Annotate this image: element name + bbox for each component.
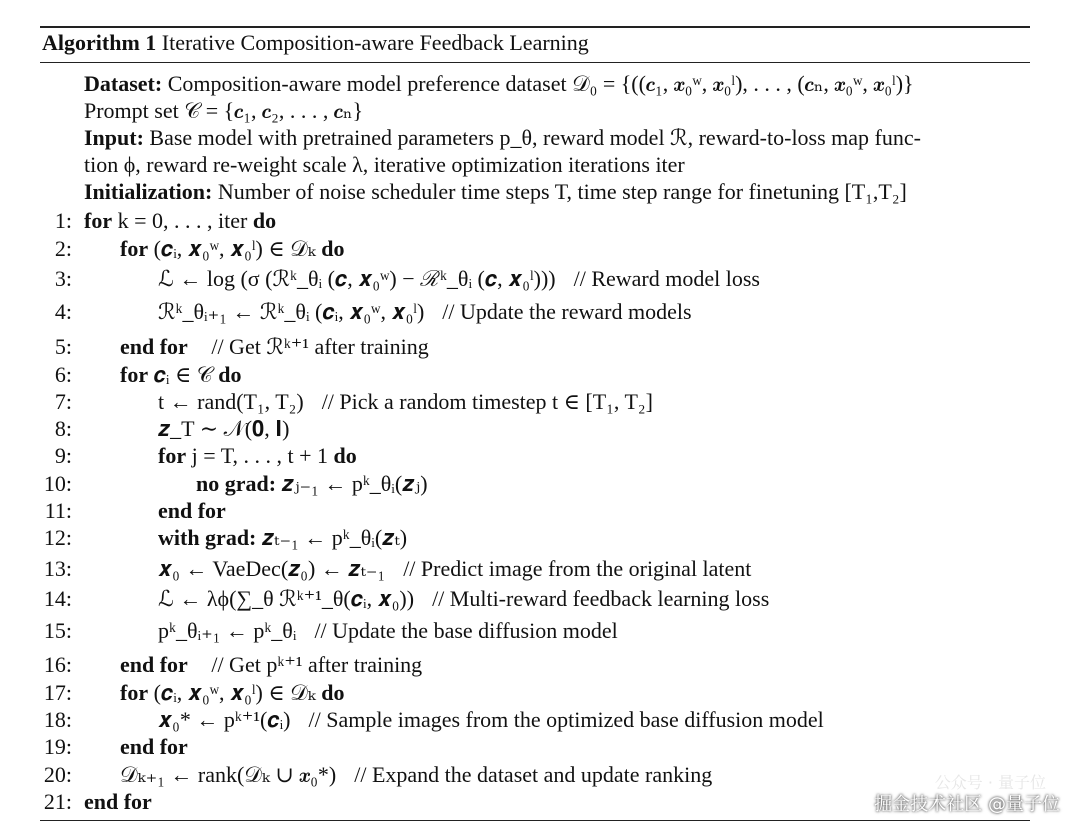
line-number: 20: (43, 762, 72, 787)
line-body (120, 679, 344, 707)
header-line (0, 178, 1040, 206)
line-number: 1: (54, 208, 72, 233)
header-line-body (84, 124, 921, 152)
header-line (0, 97, 1040, 125)
header-line (0, 124, 1040, 152)
line-keyword-end: do (333, 443, 357, 468)
header-keyword: Input: (84, 125, 144, 150)
line-body (120, 235, 344, 263)
line-keyword: end for (84, 789, 152, 814)
line-comment: // Reward model loss (573, 266, 760, 291)
header-text: Prompt set 𝒞 = {𝒄₁, 𝒄₂, . . . , 𝒄ₙ} (84, 98, 364, 123)
header-line-body (84, 151, 685, 179)
line-body (158, 524, 407, 552)
line-keyword-end: do (252, 208, 277, 233)
line-keyword: for (120, 362, 149, 387)
header-text: Number of noise scheduler time steps T, time step range for finetuning [T₁,T₂] (217, 179, 907, 204)
line-comment: // Get pᵏ⁺¹ after training (211, 652, 423, 677)
header-line (0, 151, 1040, 179)
line-keyword-end: do (321, 680, 345, 705)
line-comment: // Predict image from the original latent (403, 556, 752, 581)
algorithm-line (0, 265, 1040, 293)
line-number: 6: (54, 362, 72, 387)
line-body (158, 415, 289, 443)
line-keyword: end for (158, 498, 226, 523)
line-body (158, 298, 692, 326)
line-expression: ℛᵏ_θᵢ₊₁ ← ℛᵏ_θᵢ (𝒄ᵢ, 𝒙₀ʷ, 𝒙₀ˡ) (158, 299, 425, 324)
line-expression: t ← rand(T₁, T₂) (158, 389, 304, 414)
line-expression: 𝒄ᵢ ∈ 𝒞 (153, 362, 213, 387)
watermark-faint: 公众号 · 量子位 (934, 773, 1046, 792)
line-number: 21: (43, 789, 72, 814)
line-keyword: for (84, 208, 113, 233)
algorithm-line (0, 361, 1040, 389)
algorithm-line (0, 497, 1040, 525)
algorithm-line (0, 555, 1040, 583)
algorithm-line (0, 585, 1040, 613)
algorithm-line (0, 706, 1040, 734)
line-keyword: for (120, 680, 149, 705)
line-keyword-end: do (218, 362, 242, 387)
line-keyword: end for (120, 652, 188, 677)
top-rule (40, 26, 1030, 28)
line-comment: // Expand the dataset and update ranking (354, 762, 713, 787)
title-rule (40, 62, 1030, 63)
algorithm-line (0, 679, 1040, 707)
line-body (120, 361, 242, 389)
algorithm-line (0, 415, 1040, 443)
algorithm-line (0, 235, 1040, 263)
line-comment: // Pick a random timestep t ∈ [T₁, T₂] (321, 389, 653, 414)
algorithm-line (0, 470, 1040, 498)
line-number: 9: (54, 443, 72, 468)
line-number: 2: (54, 236, 72, 261)
header-text: Composition-aware model preference dataset 𝒟₀ = {((𝒄₁, 𝒙₀ʷ, 𝒙₀ˡ), . . . , (𝒄ₙ, 𝒙₀ʷ, 𝒙₀ˡ)} (167, 71, 914, 96)
line-expression: j = T, . . . , t + 1 (191, 443, 329, 468)
algorithm-line (0, 388, 1040, 416)
line-comment: // Sample images from the optimized base diffusion model (308, 707, 824, 732)
line-number: 5: (54, 334, 72, 359)
line-body (84, 788, 152, 816)
algorithm-line (0, 617, 1040, 645)
algorithm-line (0, 207, 1040, 235)
line-number: 13: (43, 556, 72, 581)
line-number: 16: (43, 652, 72, 677)
line-body (120, 333, 429, 361)
line-keyword: for (120, 236, 149, 261)
header-line-body (84, 97, 363, 125)
line-body (158, 388, 653, 416)
line-expression: 𝒙₀ ← VaeDec(𝒛₀) ← 𝒛ₜ₋₁ (158, 556, 386, 581)
line-body (84, 207, 276, 235)
algorithm-line (0, 442, 1040, 470)
line-body (120, 651, 422, 679)
algorithm-name: Iterative Composition-aware Feedback Learning (161, 30, 589, 55)
algorithm-line (0, 333, 1040, 361)
header-text: tion ϕ, reward re-weight scale λ, iterative optimization iterations iter (84, 152, 685, 177)
line-expression: 𝒛ⱼ₋₁ ← pᵏ_θᵢ(𝒛ⱼ) (281, 471, 428, 496)
line-comment: // Update the base diffusion model (314, 618, 618, 643)
line-number: 4: (54, 299, 72, 324)
line-expression: (𝒄ᵢ, 𝒙₀ʷ, 𝒙₀ˡ) ∈ 𝒟ₖ (153, 680, 316, 705)
algorithm-line (0, 733, 1040, 761)
header-line (0, 70, 1040, 98)
line-keyword-end: do (321, 236, 345, 261)
line-number: 12: (43, 525, 72, 550)
line-keyword: end for (120, 734, 188, 759)
line-expression: 𝒛ₜ₋₁ ← pᵏ_θᵢ(𝒛ₜ) (261, 525, 408, 550)
algorithm-title (42, 30, 589, 56)
line-number: 17: (43, 680, 72, 705)
line-body (158, 617, 618, 645)
line-number: 11: (44, 498, 72, 523)
line-body (158, 585, 769, 613)
line-number: 3: (54, 266, 72, 291)
header-line-body (84, 70, 914, 98)
line-body (120, 733, 188, 761)
line-expression: (𝒄ᵢ, 𝒙₀ʷ, 𝒙₀ˡ) ∈ 𝒟ₖ (153, 236, 316, 261)
line-expression: k = 0, . . . , iter (117, 208, 248, 233)
line-number: 14: (43, 586, 72, 611)
line-comment: // Update the reward models (442, 299, 692, 324)
line-keyword: no grad: (196, 471, 277, 496)
line-expression: ℒ ← log (σ (ℛᵏ_θᵢ (𝒄, 𝒙₀ʷ) − ℛᵏ_θᵢ (𝒄, 𝒙₀ˡ))) (158, 266, 556, 291)
watermark: 掘金技术社区 @量子位 (874, 794, 1060, 815)
line-body (158, 555, 751, 583)
line-expression: 𝒙₀* ← pᵏ⁺¹(𝒄ᵢ) (158, 707, 291, 732)
line-body (158, 706, 824, 734)
algorithm-label: Algorithm 1 (42, 30, 157, 55)
line-expression: pᵏ_θᵢ₊₁ ← pᵏ_θᵢ (158, 618, 297, 643)
line-number: 8: (54, 416, 72, 441)
line-number: 7: (54, 389, 72, 414)
header-keyword: Dataset: (84, 71, 163, 96)
header-text: Base model with pretrained parameters p_θ, reward model ℛ, reward-to-loss map func- (149, 125, 921, 150)
algorithm-line (0, 761, 1040, 789)
header-line-body (84, 178, 907, 206)
line-number: 19: (43, 734, 72, 759)
line-keyword: for (158, 443, 187, 468)
algorithm-line (0, 651, 1040, 679)
line-number: 18: (43, 707, 72, 732)
line-keyword: with grad: (158, 525, 257, 550)
bottom-rule (40, 820, 1030, 821)
header-keyword: Initialization: (84, 179, 213, 204)
line-body (158, 265, 760, 293)
line-comment: // Multi-reward feedback learning loss (432, 586, 770, 611)
line-comment: // Get ℛᵏ⁺¹ after training (211, 334, 429, 359)
line-keyword: end for (120, 334, 188, 359)
line-number: 15: (43, 618, 72, 643)
line-body (120, 761, 712, 789)
line-expression: ℒ ← λϕ(∑_θ ℛᵏ⁺¹_θ(𝒄ᵢ, 𝒙₀)) (158, 586, 415, 611)
line-expression: 𝒟ₖ₊₁ ← rank(𝒟ₖ ∪ 𝒙₀*) (120, 762, 337, 787)
algorithm-line (0, 524, 1040, 552)
line-body (158, 442, 357, 470)
line-body (196, 470, 428, 498)
line-number: 10: (43, 471, 72, 496)
line-body (158, 497, 226, 525)
line-expression: 𝒛_T ∼ 𝒩(𝟎, 𝐈) (158, 416, 290, 441)
algorithm-line (0, 298, 1040, 326)
